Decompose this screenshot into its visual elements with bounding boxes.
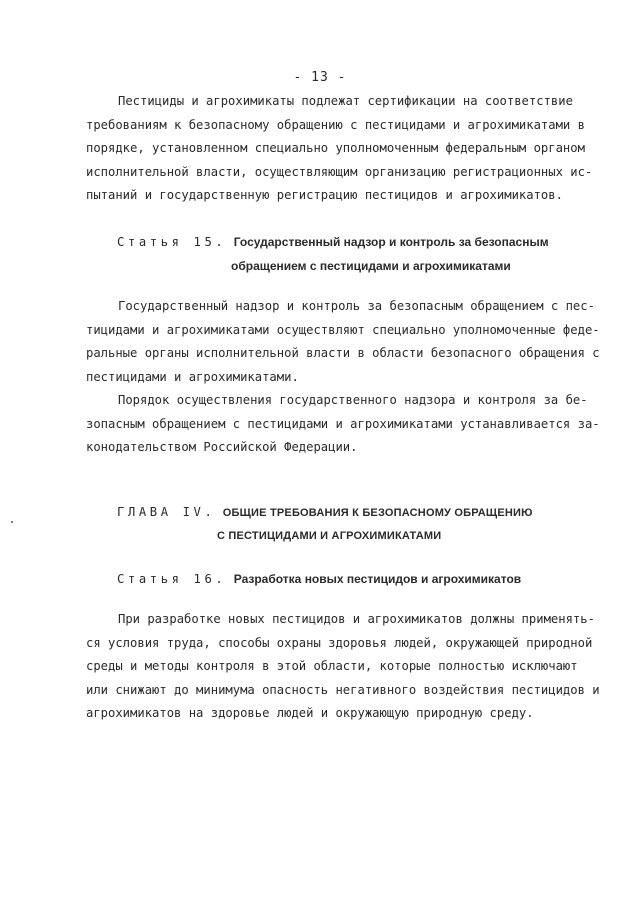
text-line: исполнительной власти, осуществляющим организацию регистрационных ис-: [86, 164, 593, 179]
article-16-prefix: Статья 16.: [117, 572, 227, 586]
article-15-prefix: Статья 15.: [117, 235, 227, 249]
text-line: Государственный надзор и контроль за безопасным обращением с пес-: [118, 299, 595, 313]
text-line: требованиям к безопасному обращению с пестицидами и агрохимикатами в: [86, 117, 585, 132]
article-15-title-line2: обращением с пестицидами и агрохимикатами: [231, 259, 511, 273]
text-line: агрохимикатов на здоровье людей и окружающую природную среду.: [86, 706, 534, 720]
article-15-paragraph-1: [86, 295, 600, 389]
chapter-4-heading: [117, 500, 533, 525]
intro-paragraph: [86, 90, 593, 208]
chapter-4-prefix: ГЛАВА IV.: [117, 505, 216, 519]
text-line: пестицидами и агрохимикатами.: [86, 369, 299, 384]
article-16-heading: [117, 567, 521, 591]
text-line: пытаний и государственную регистрацию пестицидов и агрохимикатов.: [86, 188, 563, 202]
text-line: При разработке новых пестицидов и агрохимикатов должны применять-: [118, 612, 595, 626]
text-line: зопасным обращением с пестицидами и агрохимикатами устанавливается за-: [86, 416, 600, 431]
text-line: тицидами и агрохимикатами осуществляют специально уполномоченные феде-: [86, 322, 600, 337]
text-line: или снижают до минимума опасность негативного воздействия пестицидов и: [86, 682, 600, 697]
text-line: ся условия труда, способы охраны здоровья людей, окружающей природной: [86, 635, 593, 650]
text-line: ральные органы исполнительной власти в области безопасного обращения с: [86, 346, 600, 360]
article-15-heading: [117, 230, 549, 254]
text-line: порядке, установленном специально уполномоченным федеральным органом: [86, 141, 585, 155]
text-line: Пестициды и агрохимикаты подлежат сертификации на соответствие: [118, 94, 573, 108]
article-16-title: Разработка новых пестицидов и агрохимикатов: [233, 572, 522, 586]
article-15-paragraph-2: [86, 389, 600, 460]
text-line: конодательством Российской Федерации.: [86, 440, 358, 454]
scan-speck: [11, 521, 13, 523]
text-line: Порядок осуществления государственного надзора и контроля за бе-: [118, 393, 588, 407]
article-16-paragraph: [86, 608, 600, 726]
article-15-title-line1: Государственный надзор и контроль за безопасным: [233, 235, 549, 249]
page-number: - 13 -: [293, 70, 347, 85]
text-line: среды и методы контроля в этой области, которые полностью исключают: [86, 659, 578, 673]
chapter-4-title-line1: ОБЩИЕ ТРЕБОВАНИЯ К БЕЗОПАСНОМУ ОБРАЩЕНИЮ: [222, 507, 533, 519]
chapter-4-title-line2: С ПЕСТИЦИДАМИ И АГРОХИМИКАТАМИ: [217, 530, 442, 542]
